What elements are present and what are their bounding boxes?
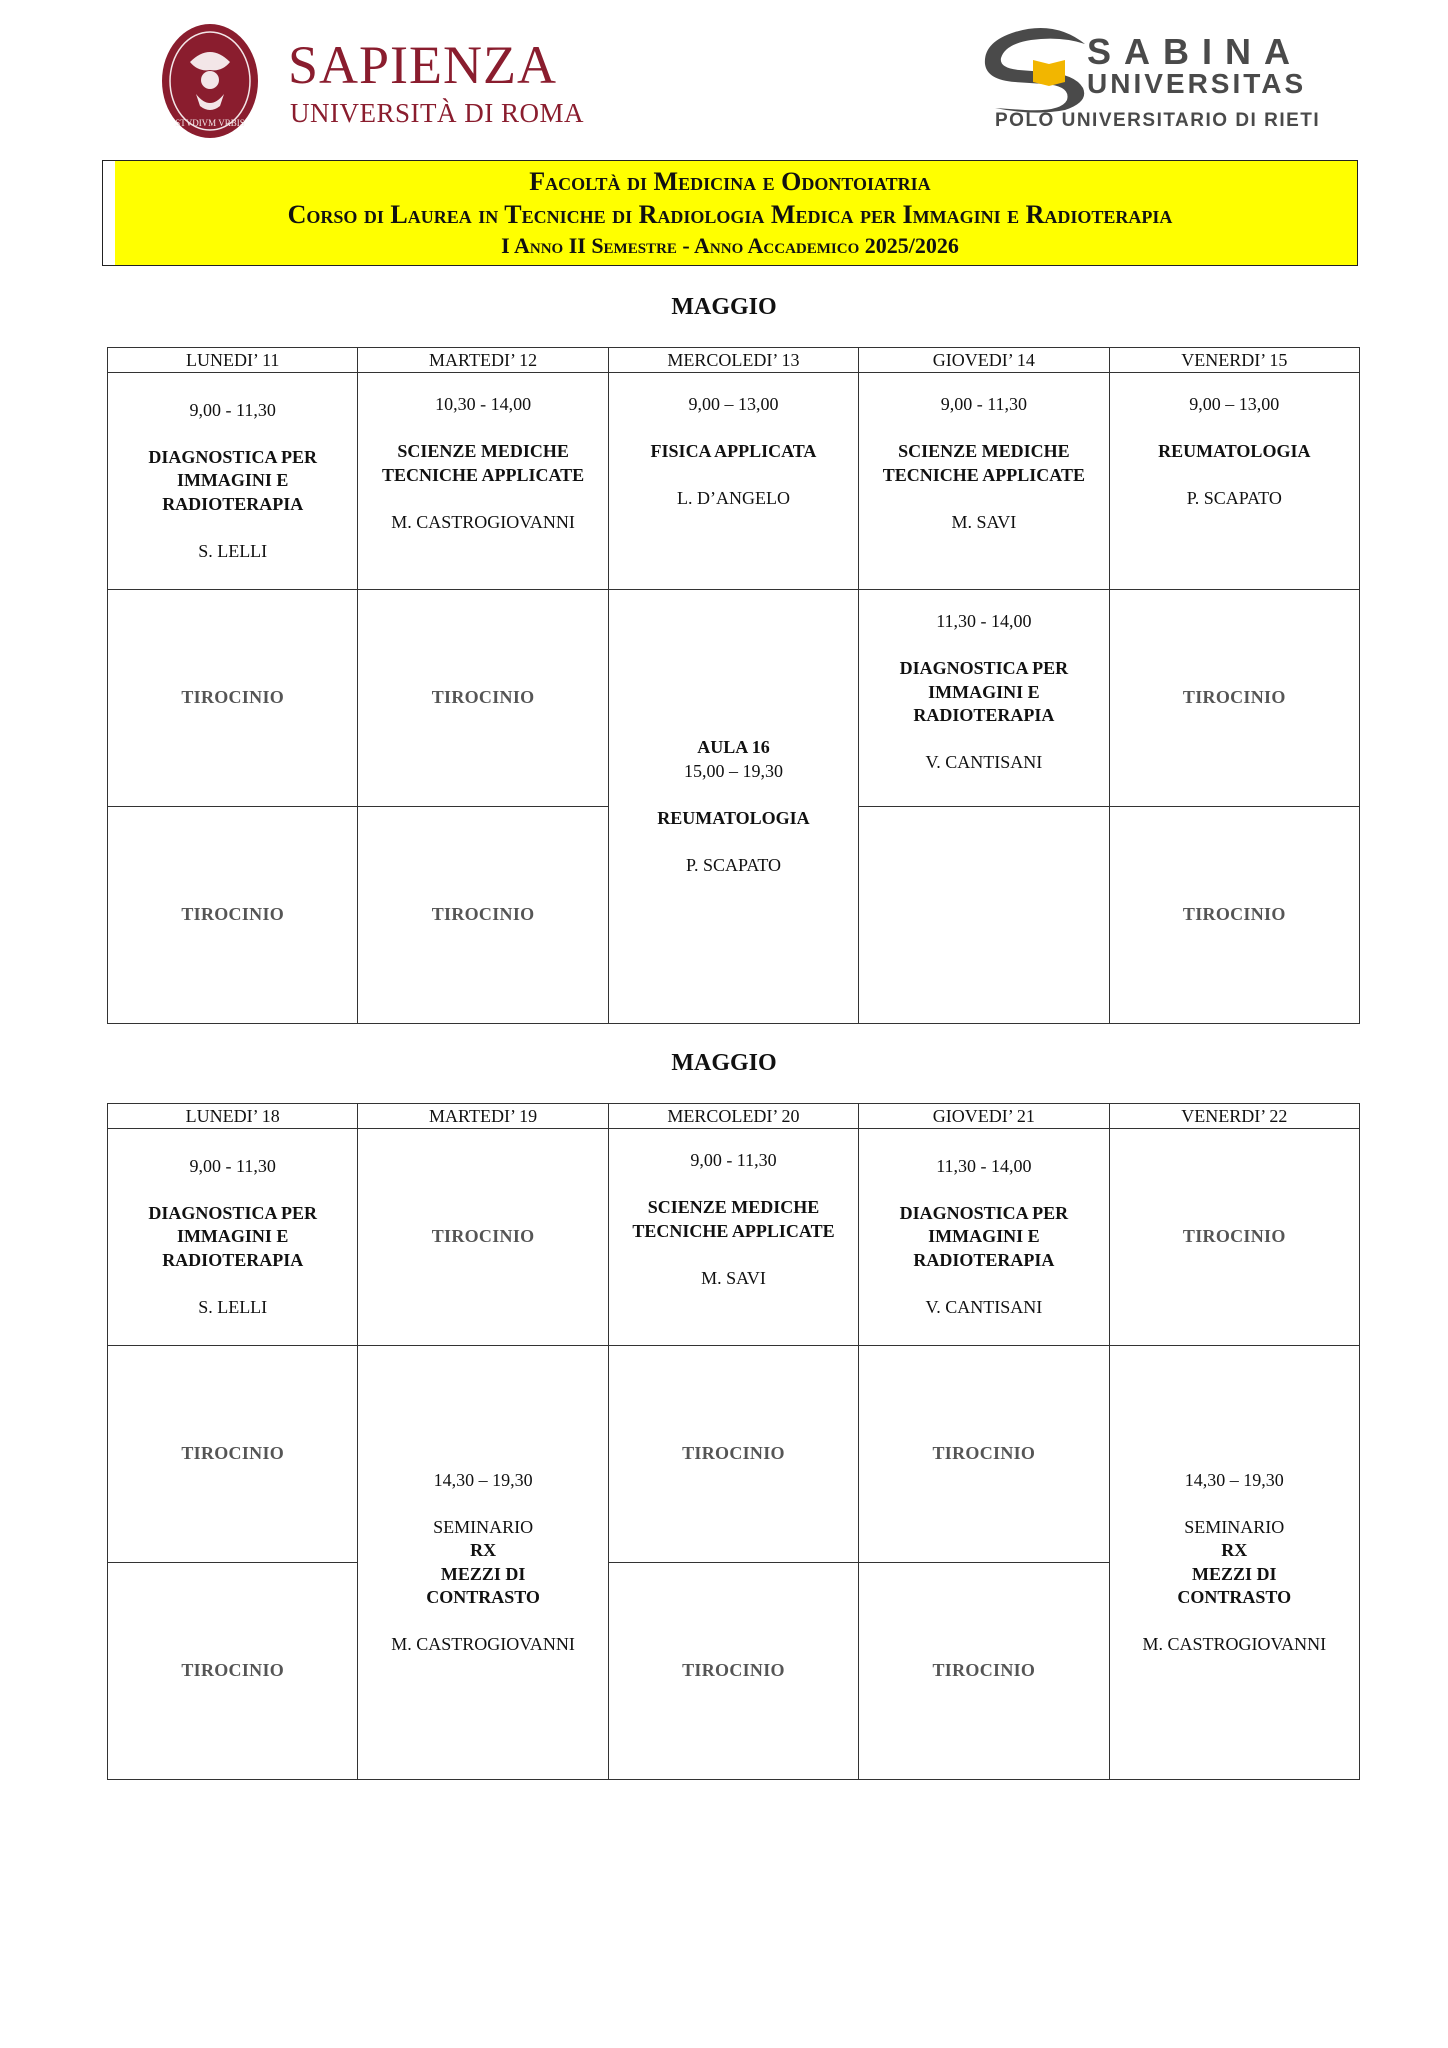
lesson-cell bbox=[1109, 373, 1359, 590]
day-header-row bbox=[108, 1104, 1360, 1129]
lesson-kind: SEMINARIO bbox=[433, 1516, 534, 1537]
sapienza-logo bbox=[160, 22, 584, 144]
lesson-subject: RADIOTERAPIA bbox=[913, 1249, 1055, 1270]
tirocinio-cell: TIROCINIO bbox=[108, 590, 358, 807]
slot-row-morning bbox=[108, 373, 1360, 590]
lesson-subject: REUMATOLOGIA bbox=[1158, 441, 1311, 461]
lesson-time: 9,00 – 13,00 bbox=[688, 394, 779, 414]
seminar-cell bbox=[358, 1346, 608, 1780]
lesson-cell bbox=[859, 1129, 1109, 1346]
sapienza-seal-icon bbox=[160, 22, 260, 140]
day-header: LUNEDI’ 18 bbox=[108, 1104, 358, 1129]
lesson-subject: DIAGNOSTICA PER bbox=[899, 658, 1069, 678]
sabina-book-icon bbox=[975, 24, 1095, 114]
tirocinio-cell: TIROCINIO bbox=[1109, 1129, 1359, 1346]
lesson-subject: REUMATOLOGIA bbox=[657, 807, 810, 828]
day-header: VENERDI’ 15 bbox=[1109, 348, 1359, 373]
slot-row-afternoon bbox=[108, 1346, 1360, 1563]
day-header: MARTEDI’ 12 bbox=[358, 348, 608, 373]
lesson-teacher: S. LELLI bbox=[198, 540, 268, 561]
lesson-cell bbox=[608, 373, 858, 590]
lesson-subject: RX bbox=[1221, 1540, 1248, 1560]
lesson-teacher: V. CANTISANI bbox=[925, 1296, 1043, 1317]
lesson-cell bbox=[608, 1129, 858, 1346]
sapienza-subtitle: UNIVERSITÀ DI ROMA bbox=[290, 98, 584, 128]
lesson-time: 15,00 – 19,30 bbox=[683, 760, 783, 781]
lesson-subject: DIAGNOSTICA PER bbox=[148, 1202, 317, 1223]
lesson-subject: SCIENZE MEDICHE bbox=[647, 1197, 820, 1217]
lesson-subject: IMMAGINI E bbox=[928, 681, 1040, 702]
lesson-subject: CONTRASTO bbox=[426, 1587, 540, 1607]
day-header-row bbox=[108, 348, 1360, 373]
faculty-title: Facoltà di Medicina e Odontoiatria bbox=[529, 167, 931, 196]
lesson-time: 10,30 - 14,00 bbox=[435, 394, 532, 414]
lesson-subject: IMMAGINI E bbox=[176, 1226, 289, 1247]
seal-text: STVDIVM VRBIS bbox=[175, 118, 245, 128]
tirocinio-cell: TIROCINIO bbox=[859, 1563, 1109, 1780]
day-header: MARTEDI’ 19 bbox=[358, 1104, 608, 1129]
month-title-week-2: MAGGIO bbox=[671, 1050, 777, 1076]
tirocinio-cell: TIROCINIO bbox=[108, 807, 358, 1024]
tirocinio-cell: TIROCINIO bbox=[608, 1346, 858, 1563]
year-semester: I Anno II Semestre - Anno Accademico 2025/2026 bbox=[501, 233, 959, 258]
sabina-tagline: POLO UNIVERSITARIO DI RIETI bbox=[995, 110, 1321, 131]
lesson-subject: IMMAGINI E bbox=[928, 1226, 1040, 1247]
lesson-time: 9,00 – 13,00 bbox=[1189, 394, 1280, 414]
lesson-teacher: P. SCAPATO bbox=[1186, 488, 1282, 508]
tirocinio-cell: TIROCINIO bbox=[608, 1563, 858, 1780]
course-header bbox=[102, 160, 1358, 266]
slot-row-afternoon bbox=[108, 590, 1360, 807]
course-title: Corso di Laurea in Tecniche di Radiologia Medica per Immagini e Radioterapia bbox=[287, 200, 1173, 229]
seminar-cell bbox=[1109, 1346, 1359, 1780]
month-title-week-1: MAGGIO bbox=[671, 294, 777, 320]
sabina-universitas-logo bbox=[975, 22, 1335, 137]
tirocinio-cell: TIROCINIO bbox=[859, 1346, 1109, 1563]
lesson-teacher: S. LELLI bbox=[198, 1296, 268, 1317]
lesson-cell bbox=[608, 590, 858, 1024]
lesson-subject: RX bbox=[470, 1540, 497, 1560]
lesson-time: 9,00 - 11,30 bbox=[189, 399, 276, 420]
lesson-subject: MEZZI DI bbox=[1192, 1563, 1277, 1584]
day-header: LUNEDI’ 11 bbox=[108, 348, 358, 373]
sapienza-name: SAPIENZA bbox=[288, 35, 558, 95]
tirocinio-cell: TIROCINIO bbox=[358, 590, 608, 807]
lesson-time: 14,30 – 19,30 bbox=[433, 1469, 533, 1490]
lesson-cell bbox=[108, 373, 358, 590]
lesson-subject: TECNICHE APPLICATE bbox=[882, 464, 1085, 485]
tirocinio-cell: TIROCINIO bbox=[1109, 807, 1359, 1024]
lesson-time: 11,30 - 14,00 bbox=[936, 611, 1032, 631]
lesson-teacher: M. CASTROGIOVANNI bbox=[1142, 1634, 1327, 1654]
lesson-subject: DIAGNOSTICA PER bbox=[148, 446, 317, 467]
lesson-subject: TECNICHE APPLICATE bbox=[381, 464, 585, 485]
tirocinio-cell: TIROCINIO bbox=[1109, 590, 1359, 807]
empty-cell bbox=[859, 807, 1109, 1024]
lesson-teacher: P. SCAPATO bbox=[685, 854, 781, 875]
schedule-week-1 bbox=[107, 347, 1360, 1024]
lesson-time: 9,00 - 11,30 bbox=[189, 1155, 276, 1176]
lesson-subject: MEZZI DI bbox=[440, 1563, 526, 1584]
lesson-teacher: V. CANTISANI bbox=[925, 752, 1043, 772]
lesson-time: 11,30 - 14,00 bbox=[936, 1155, 1032, 1176]
lesson-room: AULA 16 bbox=[697, 737, 770, 757]
day-header: GIOVEDI’ 21 bbox=[859, 1104, 1109, 1129]
tirocinio-cell: TIROCINIO bbox=[358, 1129, 608, 1346]
lesson-subject: TECNICHE APPLICATE bbox=[632, 1220, 835, 1241]
lesson-cell bbox=[859, 590, 1109, 807]
lesson-subject: DIAGNOSTICA PER bbox=[899, 1202, 1069, 1223]
lesson-cell bbox=[859, 373, 1109, 590]
lesson-teacher: M. CASTROGIOVANNI bbox=[391, 511, 575, 532]
slot-row-morning bbox=[108, 1129, 1360, 1346]
lesson-teacher: M. SAVI bbox=[701, 1267, 766, 1288]
lesson-subject: CONTRASTO bbox=[1177, 1587, 1292, 1607]
lesson-kind: SEMINARIO bbox=[1184, 1516, 1285, 1537]
lesson-subject: FISICA APPLICATA bbox=[650, 441, 817, 461]
tirocinio-cell: TIROCINIO bbox=[358, 807, 608, 1024]
lesson-cell bbox=[108, 1129, 358, 1346]
lesson-subject: SCIENZE MEDICHE bbox=[898, 441, 1070, 461]
lesson-time: 9,00 - 11,30 bbox=[690, 1150, 777, 1170]
lesson-cell bbox=[358, 373, 608, 590]
schedule-week-2 bbox=[107, 1103, 1360, 1780]
lesson-teacher: L. D’ANGELO bbox=[676, 488, 790, 508]
lesson-teacher: M. CASTROGIOVANNI bbox=[391, 1634, 575, 1654]
day-header: MERCOLEDI’ 20 bbox=[608, 1104, 858, 1129]
lesson-subject: RADIOTERAPIA bbox=[913, 705, 1055, 725]
lesson-subject: RADIOTERAPIA bbox=[162, 493, 304, 514]
lesson-time: 9,00 - 11,30 bbox=[940, 394, 1028, 414]
day-header: MERCOLEDI’ 13 bbox=[608, 348, 858, 373]
lesson-subject: RADIOTERAPIA bbox=[162, 1249, 304, 1270]
sabina-name: SABINA bbox=[1087, 31, 1304, 72]
lesson-time: 14,30 – 19,30 bbox=[1184, 1469, 1284, 1490]
lesson-subject: SCIENZE MEDICHE bbox=[397, 441, 569, 461]
lesson-teacher: M. SAVI bbox=[951, 511, 1017, 532]
lesson-subject: IMMAGINI E bbox=[176, 470, 289, 491]
sabina-subtitle: UNIVERSITAS bbox=[1087, 68, 1307, 99]
tirocinio-cell: TIROCINIO bbox=[108, 1346, 358, 1563]
tirocinio-cell: TIROCINIO bbox=[108, 1563, 358, 1780]
day-header: GIOVEDI’ 14 bbox=[859, 348, 1109, 373]
day-header: VENERDI’ 22 bbox=[1109, 1104, 1359, 1129]
